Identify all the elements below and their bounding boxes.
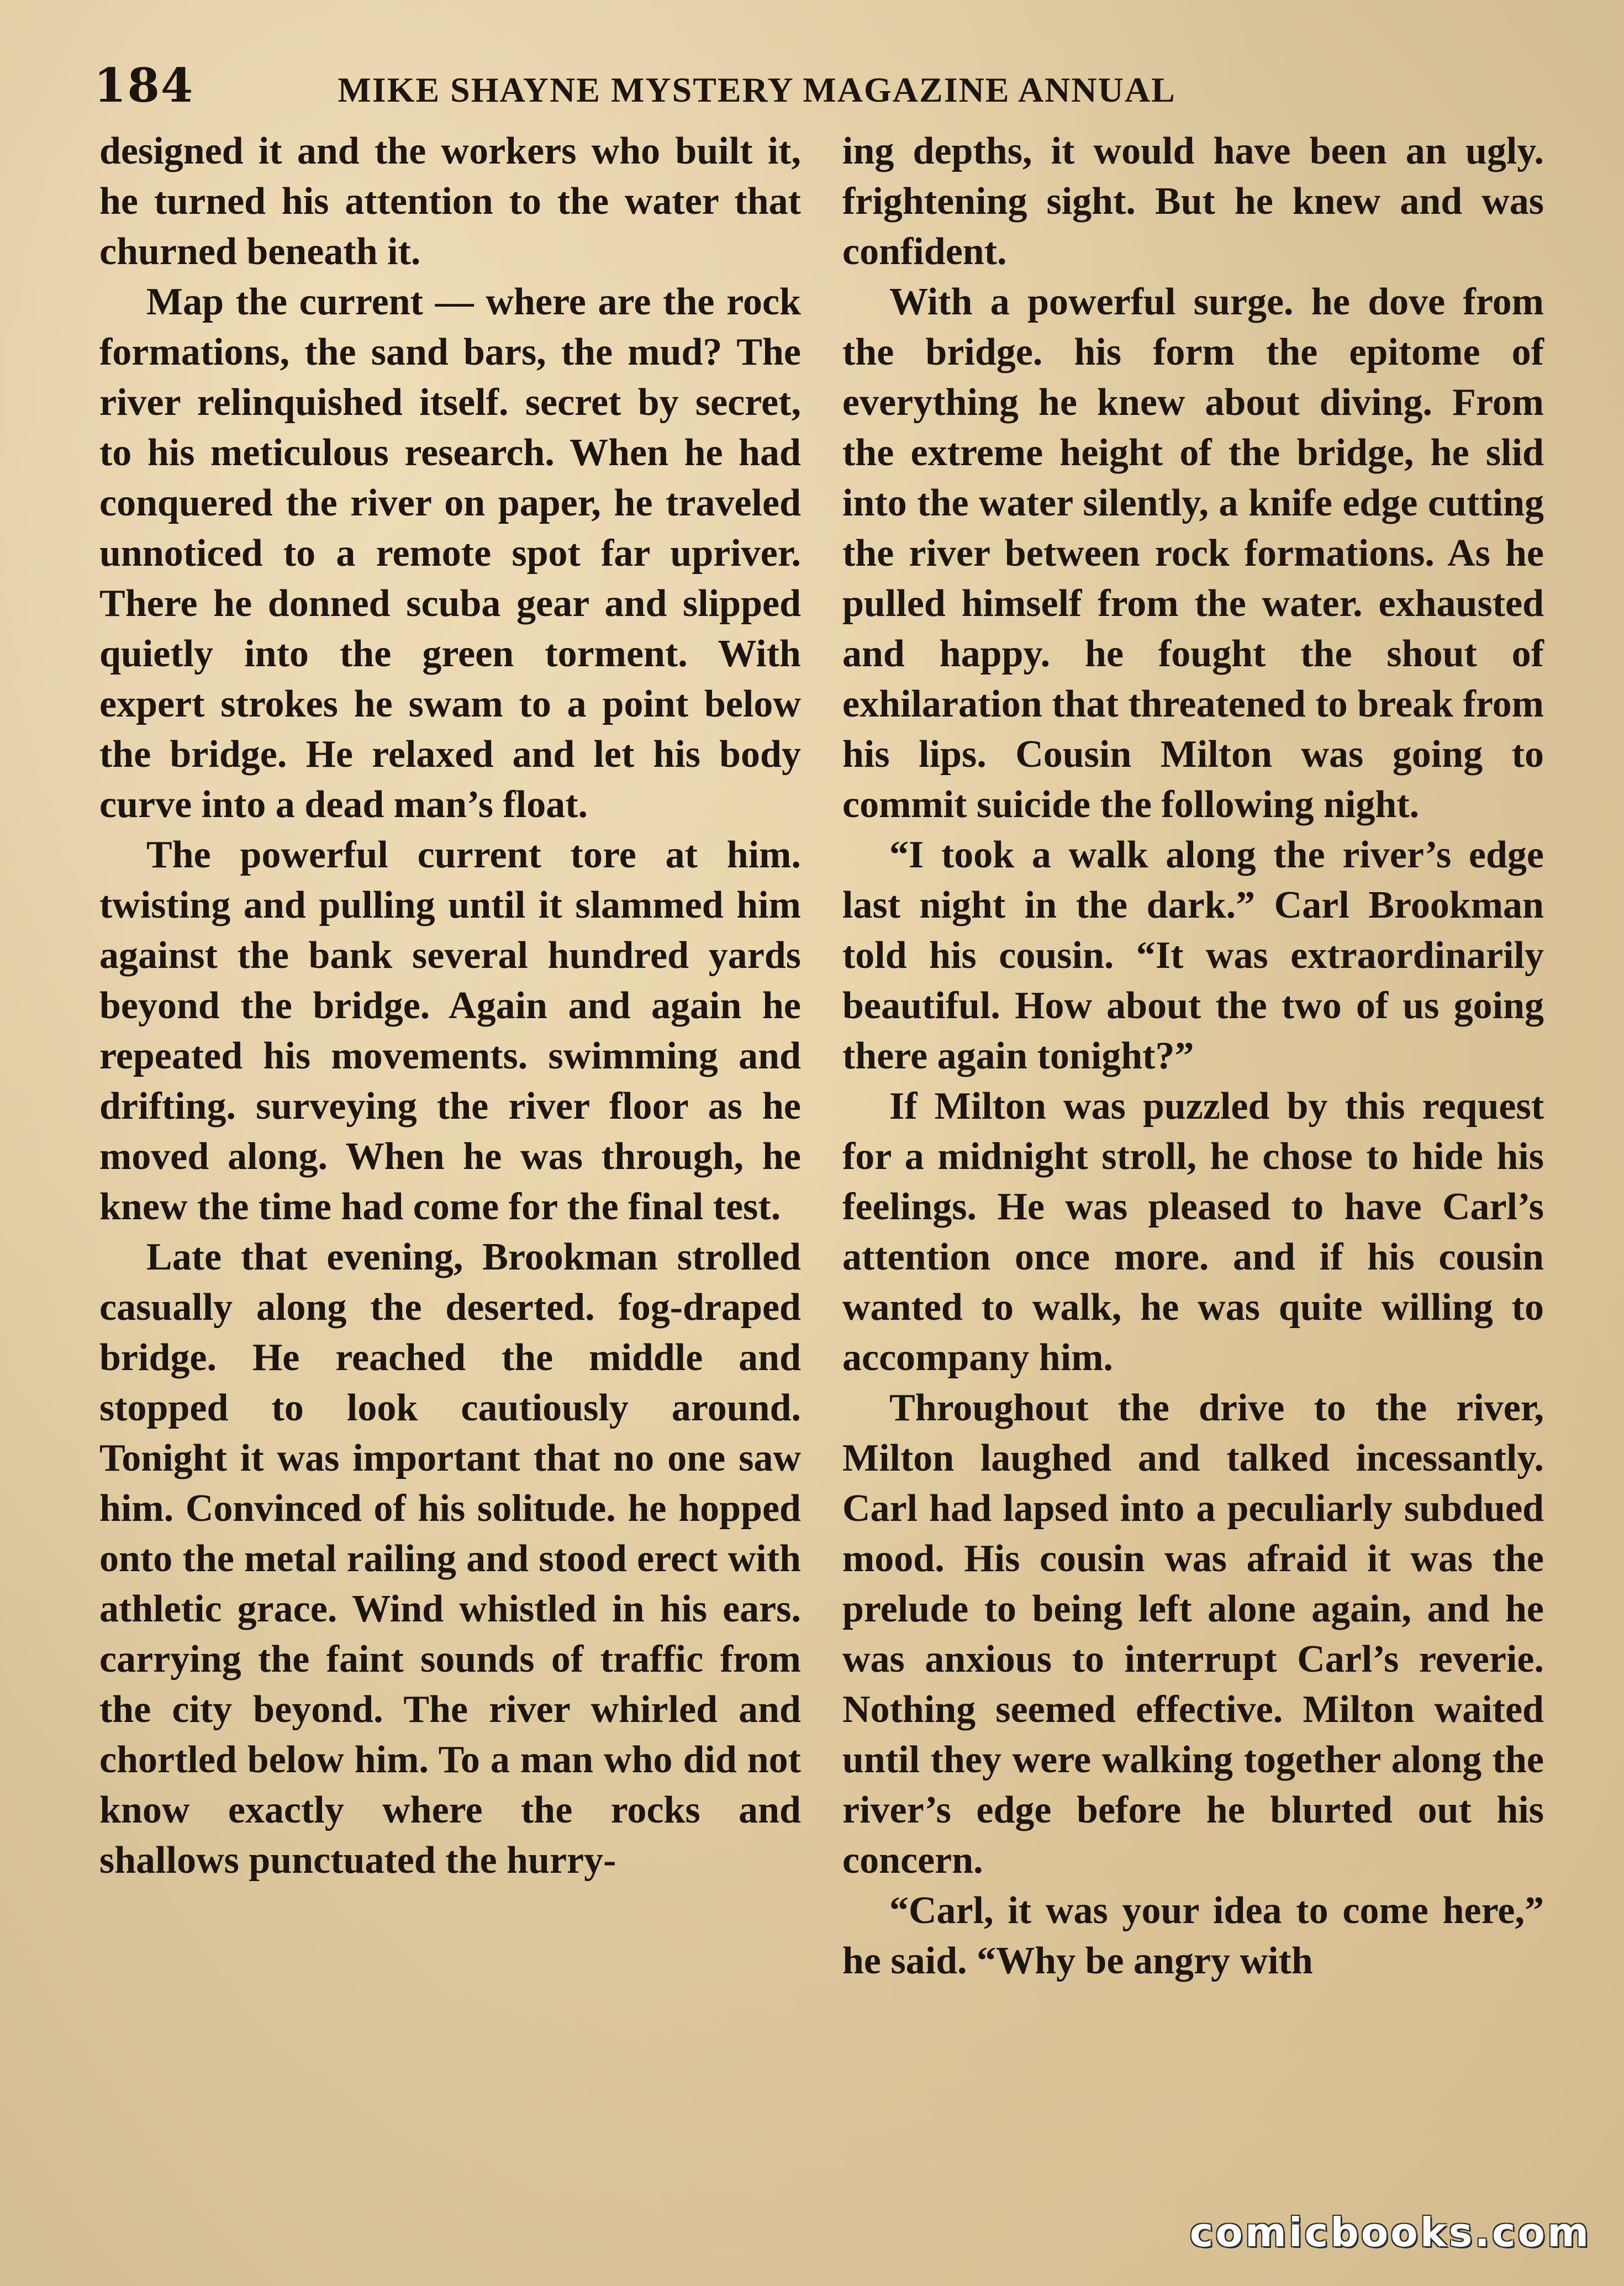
paragraph: If Milton was puzzled by this request for a midnight stroll, he chose to hide his feelings. He was pleased to have Carl’s attention once more. and if his cousin wanted to walk, he was quite willing to accompany him. <box>842 1085 1544 1379</box>
paragraph: Throughout the drive to the river, Milton laughed and talked incessantly. Carl had lapsed into a peculiarly subdued mood. His cousin was afraid it was the prelude to being left alone again, and he was anxious to interrupt Carl’s reverie. Nothing seemed effective. Milton waited until they were walking together along the river’s edge before he blurted out his concern. <box>842 1387 1544 1882</box>
paragraph: Map the current — where are the rock formations, the sand bars, the mud? The river relinquished itself. secret by secret, to his meticulous research. When he had conquered the river on paper, he traveled unnoticed to a remote spot far upriver. There he donned scuba gear and slipped quietly into the green torment. With expert strokes he swam to a point below the bridge. He relaxed and let his body curve into a dead man’s float. <box>99 281 801 826</box>
paragraph: Late that evening, Brookman strolled casually along the deserted. fog-draped bridge. He reached the middle and stopped to look cautiously around. Tonight it was important that no one saw him. Convinced of his solitude. he hopped onto the metal railing and stood erect with athletic grace. Wind whistled in his ears. carrying the faint sounds of traffic from the city beyond. The river whirled and chortled below him. To a man who did not know exactly where the rocks and shallows punctuated the hurry- <box>99 1236 801 1882</box>
page-header <box>94 58 1530 119</box>
paragraph: With a powerful surge. he dove from the bridge. his form the epitome of everything he knew about diving. From the extreme height of the bridge, he slid into the water silently, a knife edge cutting the river between rock formations. As he pulled himself from the water. exhausted and happy. he fought the shout of exhilaration that threatened to break from his lips. Cousin Milton was going to commit suicide the following night. <box>842 281 1544 826</box>
left-column <box>99 126 801 2214</box>
right-column <box>842 126 1544 2214</box>
paragraph: designed it and the workers who built it, he turned his attention to the water that churned beneath it. <box>99 130 801 273</box>
page-number: 184 <box>94 58 194 113</box>
paragraph: “I took a walk along the river’s edge last night in the dark.” Carl Brookman told his cousin. “It was extraordinarily beautiful. How about the two of us going there again tonight?” <box>842 834 1544 1077</box>
running-head: MIKE SHAYNE MYSTERY MAGAZINE ANNUAL <box>338 70 1176 109</box>
paragraph: “Carl, it was your idea to come here,” he said. “Why be angry with <box>842 1889 1544 1982</box>
site-watermark: comicbooks.com <box>1189 2209 1591 2256</box>
paragraph: The powerful current tore at him. twisting and pulling until it slammed him against the bank several hundred yards beyond the bridge. Again and again he repeated his movements. swimming and drifting. surveying the river floor as he moved along. When he was through, he knew the time had come for the final test. <box>99 834 801 1228</box>
paragraph: ing depths, it would have been an ugly. frightening sight. But he knew and was confident. <box>842 130 1544 273</box>
